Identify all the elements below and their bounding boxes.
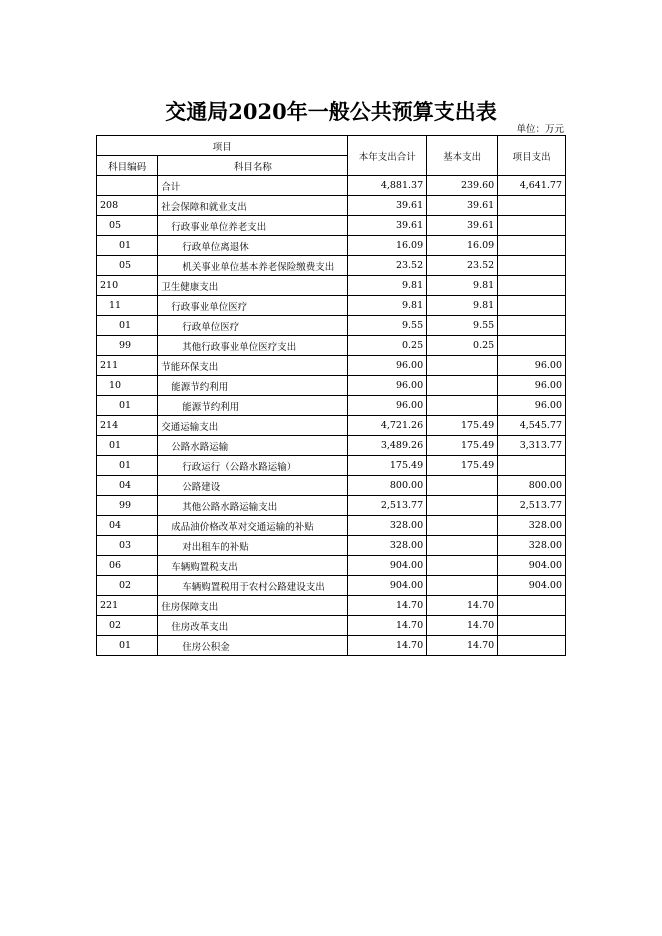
cell-code: 03 bbox=[97, 536, 158, 556]
table-row bbox=[97, 176, 566, 196]
cell-project bbox=[498, 236, 566, 256]
table-row bbox=[97, 336, 566, 356]
page-title: 交通局2020年一般公共预算支出表 bbox=[165, 99, 497, 124]
cell-project: 96.00 bbox=[498, 396, 566, 416]
cell-total: 175.49 bbox=[348, 456, 427, 476]
budget-table bbox=[96, 135, 566, 656]
cell-name: 行政运行（公路水路运输） bbox=[158, 456, 348, 476]
cell-basic: 9.81 bbox=[427, 276, 498, 296]
cell-name: 住房公积金 bbox=[158, 636, 348, 656]
cell-code: 01 bbox=[97, 636, 158, 656]
cell-name: 成品油价格改革对交通运输的补贴 bbox=[158, 516, 348, 536]
cell-total: 9.81 bbox=[348, 296, 427, 316]
cell-total: 39.61 bbox=[348, 216, 427, 236]
cell-total: 96.00 bbox=[348, 396, 427, 416]
cell-code: 01 bbox=[97, 316, 158, 336]
cell-name: 行政单位离退休 bbox=[158, 236, 348, 256]
cell-total: 800.00 bbox=[348, 476, 427, 496]
table-row bbox=[97, 476, 566, 496]
cell-code: 01 bbox=[97, 236, 158, 256]
table-row bbox=[97, 436, 566, 456]
cell-name: 行政单位医疗 bbox=[158, 316, 348, 336]
cell-project bbox=[498, 216, 566, 236]
table-row bbox=[97, 456, 566, 476]
cell-basic: 14.70 bbox=[427, 596, 498, 616]
cell-name: 社会保障和就业支出 bbox=[158, 196, 348, 216]
cell-project: 2,513.77 bbox=[498, 496, 566, 516]
cell-basic bbox=[427, 516, 498, 536]
cell-code: 05 bbox=[97, 216, 158, 236]
table-row bbox=[97, 376, 566, 396]
cell-code: 01 bbox=[97, 396, 158, 416]
cell-basic: 175.49 bbox=[427, 456, 498, 476]
cell-code: 06 bbox=[97, 556, 158, 576]
cell-code: 99 bbox=[97, 336, 158, 356]
table-row bbox=[97, 316, 566, 336]
cell-name: 车辆购置税支出 bbox=[158, 556, 348, 576]
header-name: 科目名称 bbox=[158, 156, 348, 176]
cell-name: 交通运输支出 bbox=[158, 416, 348, 436]
cell-project bbox=[498, 336, 566, 356]
cell-project: 328.00 bbox=[498, 536, 566, 556]
cell-code: 02 bbox=[97, 576, 158, 596]
cell-name: 能源节约利用 bbox=[158, 376, 348, 396]
cell-total: 96.00 bbox=[348, 356, 427, 376]
cell-project bbox=[498, 456, 566, 476]
cell-basic bbox=[427, 536, 498, 556]
cell-basic bbox=[427, 476, 498, 496]
table-row bbox=[97, 276, 566, 296]
cell-project: 4,545.77 bbox=[498, 416, 566, 436]
cell-project bbox=[498, 636, 566, 656]
cell-code: 99 bbox=[97, 496, 158, 516]
cell-total: 3,489.26 bbox=[348, 436, 427, 456]
table-row bbox=[97, 536, 566, 556]
cell-code: 10 bbox=[97, 376, 158, 396]
cell-code: 04 bbox=[97, 476, 158, 496]
cell-project bbox=[498, 256, 566, 276]
cell-project bbox=[498, 196, 566, 216]
cell-code: 210 bbox=[97, 276, 158, 296]
unit-label: 单位：万元 bbox=[516, 124, 564, 135]
cell-total: 9.55 bbox=[348, 316, 427, 336]
cell-total: 14.70 bbox=[348, 636, 427, 656]
cell-total: 23.52 bbox=[348, 256, 427, 276]
cell-basic bbox=[427, 396, 498, 416]
table-body bbox=[97, 176, 566, 656]
cell-project: 904.00 bbox=[498, 556, 566, 576]
table-row bbox=[97, 516, 566, 536]
cell-name: 卫生健康支出 bbox=[158, 276, 348, 296]
table-row bbox=[97, 596, 566, 616]
cell-total: 904.00 bbox=[348, 556, 427, 576]
cell-basic: 239.60 bbox=[427, 176, 498, 196]
cell-name: 住房改革支出 bbox=[158, 616, 348, 636]
cell-total: 4,881.37 bbox=[348, 176, 427, 196]
cell-basic bbox=[427, 556, 498, 576]
cell-project bbox=[498, 596, 566, 616]
cell-total: 904.00 bbox=[348, 576, 427, 596]
cell-code: 214 bbox=[97, 416, 158, 436]
cell-basic bbox=[427, 576, 498, 596]
cell-code bbox=[97, 176, 158, 196]
cell-name: 其他公路水路运输支出 bbox=[158, 496, 348, 516]
cell-total: 2,513.77 bbox=[348, 496, 427, 516]
cell-project: 4,641.77 bbox=[498, 176, 566, 196]
header-total: 本年支出合计 bbox=[348, 136, 427, 176]
cell-basic: 175.49 bbox=[427, 436, 498, 456]
cell-code: 211 bbox=[97, 356, 158, 376]
table-row bbox=[97, 196, 566, 216]
cell-name: 合计 bbox=[158, 176, 348, 196]
cell-total: 39.61 bbox=[348, 196, 427, 216]
cell-project: 3,313.77 bbox=[498, 436, 566, 456]
cell-basic: 23.52 bbox=[427, 256, 498, 276]
cell-code: 221 bbox=[97, 596, 158, 616]
table-row bbox=[97, 616, 566, 636]
header-basic: 基本支出 bbox=[427, 136, 498, 176]
cell-total: 0.25 bbox=[348, 336, 427, 356]
header-project: 项目 bbox=[97, 136, 348, 156]
table-row bbox=[97, 636, 566, 656]
cell-basic: 39.61 bbox=[427, 196, 498, 216]
cell-basic bbox=[427, 356, 498, 376]
table-row bbox=[97, 256, 566, 276]
cell-project bbox=[498, 316, 566, 336]
table-row bbox=[97, 296, 566, 316]
cell-name: 行政事业单位养老支出 bbox=[158, 216, 348, 236]
cell-code: 01 bbox=[97, 456, 158, 476]
cell-total: 16.09 bbox=[348, 236, 427, 256]
cell-total: 96.00 bbox=[348, 376, 427, 396]
cell-name: 其他行政事业单位医疗支出 bbox=[158, 336, 348, 356]
cell-project bbox=[498, 616, 566, 636]
cell-name: 住房保障支出 bbox=[158, 596, 348, 616]
table-row bbox=[97, 396, 566, 416]
cell-name: 公路建设 bbox=[158, 476, 348, 496]
cell-project bbox=[498, 276, 566, 296]
cell-total: 4,721.26 bbox=[348, 416, 427, 436]
cell-name: 行政事业单位医疗 bbox=[158, 296, 348, 316]
cell-name: 节能环保支出 bbox=[158, 356, 348, 376]
cell-code: 05 bbox=[97, 256, 158, 276]
cell-project: 96.00 bbox=[498, 376, 566, 396]
cell-basic: 175.49 bbox=[427, 416, 498, 436]
cell-name: 对出租车的补贴 bbox=[158, 536, 348, 556]
cell-total: 328.00 bbox=[348, 536, 427, 556]
table-row bbox=[97, 576, 566, 596]
header-project-expense: 项目支出 bbox=[498, 136, 566, 176]
cell-basic: 16.09 bbox=[427, 236, 498, 256]
table-row bbox=[97, 216, 566, 236]
table-row bbox=[97, 496, 566, 516]
cell-project: 328.00 bbox=[498, 516, 566, 536]
header-code: 科目编码 bbox=[97, 156, 158, 176]
table-row bbox=[97, 416, 566, 436]
cell-basic: 14.70 bbox=[427, 636, 498, 656]
cell-total: 328.00 bbox=[348, 516, 427, 536]
table-row bbox=[97, 356, 566, 376]
cell-total: 14.70 bbox=[348, 616, 427, 636]
cell-total: 14.70 bbox=[348, 596, 427, 616]
cell-project: 96.00 bbox=[498, 356, 566, 376]
cell-name: 机关事业单位基本养老保险缴费支出 bbox=[158, 256, 348, 276]
cell-name: 公路水路运输 bbox=[158, 436, 348, 456]
cell-name: 车辆购置税用于农村公路建设支出 bbox=[158, 576, 348, 596]
cell-code: 208 bbox=[97, 196, 158, 216]
cell-project: 800.00 bbox=[498, 476, 566, 496]
cell-total: 9.81 bbox=[348, 276, 427, 296]
cell-basic: 9.55 bbox=[427, 316, 498, 336]
table-row bbox=[97, 236, 566, 256]
cell-code: 11 bbox=[97, 296, 158, 316]
cell-project bbox=[498, 296, 566, 316]
cell-code: 04 bbox=[97, 516, 158, 536]
cell-basic: 9.81 bbox=[427, 296, 498, 316]
cell-basic: 39.61 bbox=[427, 216, 498, 236]
table-row bbox=[97, 556, 566, 576]
cell-basic: 14.70 bbox=[427, 616, 498, 636]
cell-project: 904.00 bbox=[498, 576, 566, 596]
cell-basic bbox=[427, 496, 498, 516]
cell-code: 01 bbox=[97, 436, 158, 456]
cell-code: 02 bbox=[97, 616, 158, 636]
cell-basic: 0.25 bbox=[427, 336, 498, 356]
cell-name: 能源节约利用 bbox=[158, 396, 348, 416]
cell-basic bbox=[427, 376, 498, 396]
